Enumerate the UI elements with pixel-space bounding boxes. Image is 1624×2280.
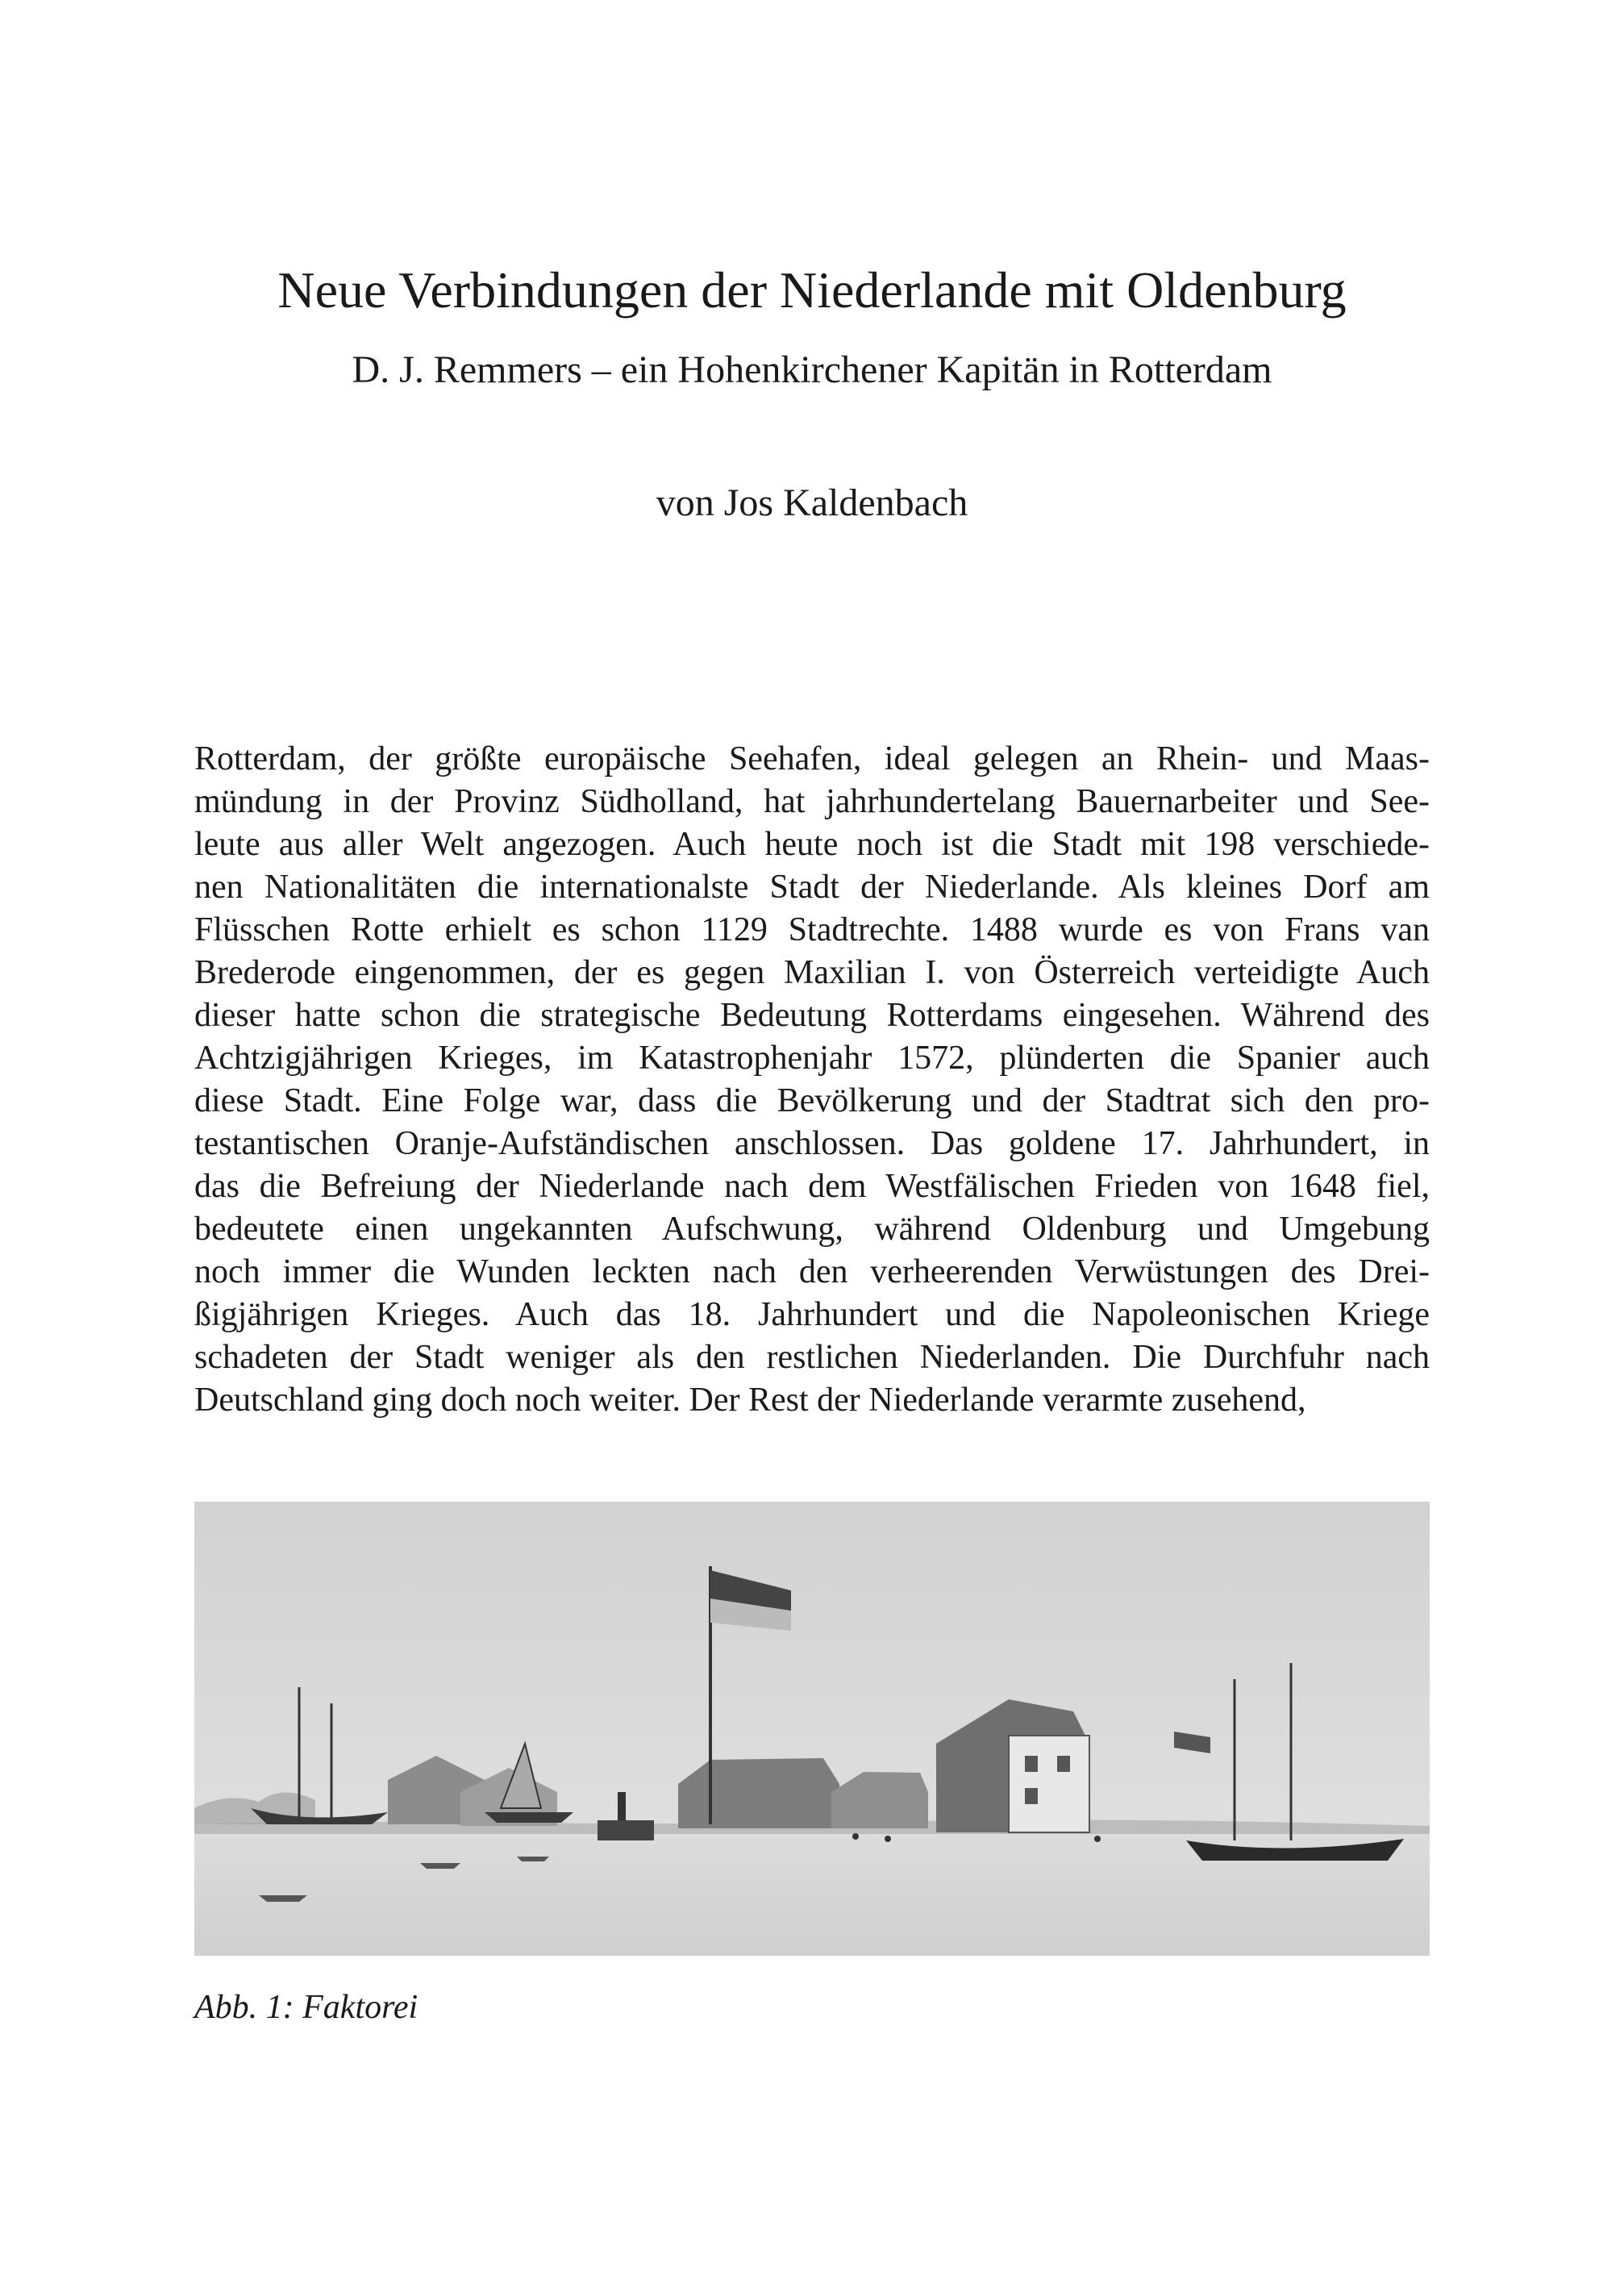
body-line: leute aus aller Welt angezogen. Auch heute noch ist die Stadt mit 198 verschiede- [194,826,1430,863]
body-line: dieser hatte schon die strategische Bedeutung Rotterdams eingesehen. Während des [194,997,1430,1034]
article-subtitle: D. J. Remmers – ein Hohenkirchener Kapitän in Rotterdam [352,348,1272,391]
body-line: noch immer die Wunden leckten nach den verheerenden Verwüstungen des Drei- [194,1253,1430,1290]
article-title: Neue Verbindungen der Niederlande mit Oldenburg [277,261,1347,319]
body-line: schadeten der Stadt weniger als den restlichen Niederlanden. Die Durchfuhr nach [194,1339,1430,1376]
body-line: Deutschland ging doch noch weiter. Der Rest der Niederlande verarmte zusehend, [194,1382,1306,1419]
body-line: ßigjährigen Krieges. Auch das 18. Jahrhundert und die Napoleonischen Kriege [194,1296,1430,1333]
figure-caption: Abb. 1: Faktorei [194,1989,418,2026]
body-line: diese Stadt. Eine Folge war, dass die Bevölkerung und der Stadtrat sich den pro- [194,1082,1430,1119]
body-line: Rotterdam, der größte europäische Seehafen, ideal gelegen an Rhein- und Maas- [194,740,1430,777]
body-line: nen Nationalitäten die internationalste Stadt der Niederlande. Als kleines Dorf am [194,869,1430,906]
body-line: das die Befreiung der Niederlande nach dem Westfälischen Frieden von 1648 fiel, [194,1168,1430,1205]
harbor-illustration [194,1502,1430,1956]
body-line: Flüsschen Rotte erhielt es schon 1129 Stadtrechte. 1488 wurde es von Frans van [194,911,1430,948]
body-line: Brederode eingenommen, der es gegen Maxilian I. von Österreich verteidigte Auch [194,954,1430,991]
body-line: bedeutete einen ungekannten Aufschwung, während Oldenburg und Umgebung [194,1211,1430,1248]
article-author: von Jos Kaldenbach [656,481,968,524]
body-line: testantischen Oranje-Aufständischen anschlossen. Das goldene 17. Jahrhundert, in [194,1125,1430,1162]
body-text [194,738,1430,1422]
body-line: Achtzigjährigen Krieges, im Katastrophenjahr 1572, plünderten die Spanier auch [194,1040,1430,1077]
body-line: mündung in der Provinz Südholland, hat jahrhundertelang Bauernarbeiter und See- [194,783,1430,820]
